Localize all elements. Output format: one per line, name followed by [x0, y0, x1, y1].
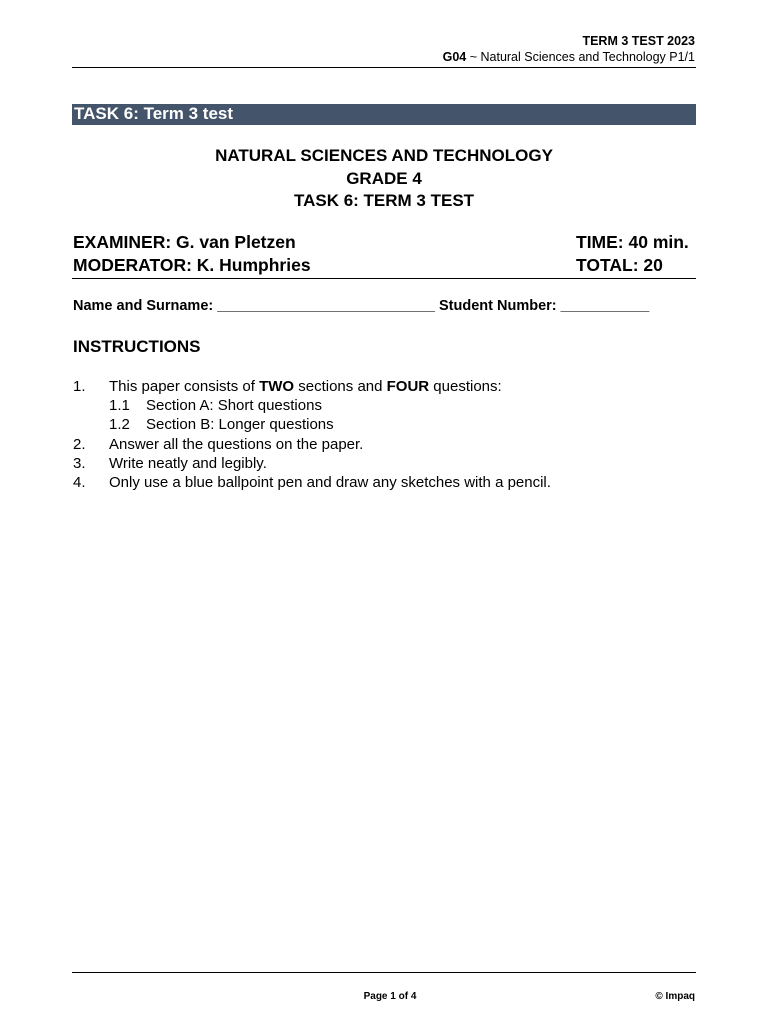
instruction-number: 2. [73, 436, 86, 453]
instruction-text-part: sections and [294, 378, 387, 395]
page-label: Page [363, 991, 391, 1002]
meta-rule [72, 278, 696, 279]
task-banner: TASK 6: Term 3 test [72, 104, 696, 125]
moderator: MODERATOR: K. Humphries [73, 255, 311, 275]
instruction-number: 1. [73, 378, 86, 395]
header-title: TERM 3 TEST 2023 [582, 34, 695, 48]
sub-instruction-number: 1.1 [109, 397, 130, 414]
instruction-text: Write neatly and legibly. [109, 455, 267, 472]
title-subject: NATURAL SCIENCES AND TECHNOLOGY [215, 146, 553, 165]
copyright: © Impaq [655, 991, 695, 1002]
sub-instruction-text: Section B: Longer questions [146, 416, 334, 433]
instruction-text-part: This paper consists of [109, 378, 260, 395]
instruction-text-part: questions: [429, 378, 502, 395]
title-task: TASK 6: TERM 3 TEST [293, 191, 475, 210]
header-rule [72, 67, 696, 68]
instruction-text: Only use a blue ballpoint pen and draw any sketches with a pencil. [109, 474, 551, 491]
instruction-number: 3. [73, 455, 86, 472]
time-allowed: TIME: 40 min. [576, 232, 689, 252]
name-student-number-field: Name and Surname: ___________________________ Student Number: ___________ [73, 298, 650, 314]
instruction-bold-four: FOUR [386, 378, 430, 395]
page-total: 4 [410, 991, 417, 1002]
page-current: 1 [390, 991, 396, 1002]
subject-name: ~ Natural Sciences and Technology P1/1 [466, 50, 695, 64]
examiner: EXAMINER: G. van Pletzen [73, 232, 296, 252]
header-subject [443, 50, 695, 64]
instruction-number: 4. [73, 474, 86, 491]
instruction-bold-two: TWO [259, 378, 295, 395]
footer-rule [72, 972, 696, 973]
title-grade: GRADE 4 [346, 169, 422, 188]
sub-instruction-number: 1.2 [109, 416, 130, 433]
sub-instruction-text: Section A: Short questions [146, 397, 322, 414]
page-number [0, 991, 768, 1002]
instruction-text [109, 378, 502, 395]
total-marks: TOTAL: 20 [576, 255, 663, 275]
page-of: of [395, 991, 411, 1002]
instruction-text: Answer all the questions on the paper. [109, 436, 364, 453]
subject-code: G04 [442, 50, 467, 64]
instructions-heading: INSTRUCTIONS [73, 337, 201, 356]
